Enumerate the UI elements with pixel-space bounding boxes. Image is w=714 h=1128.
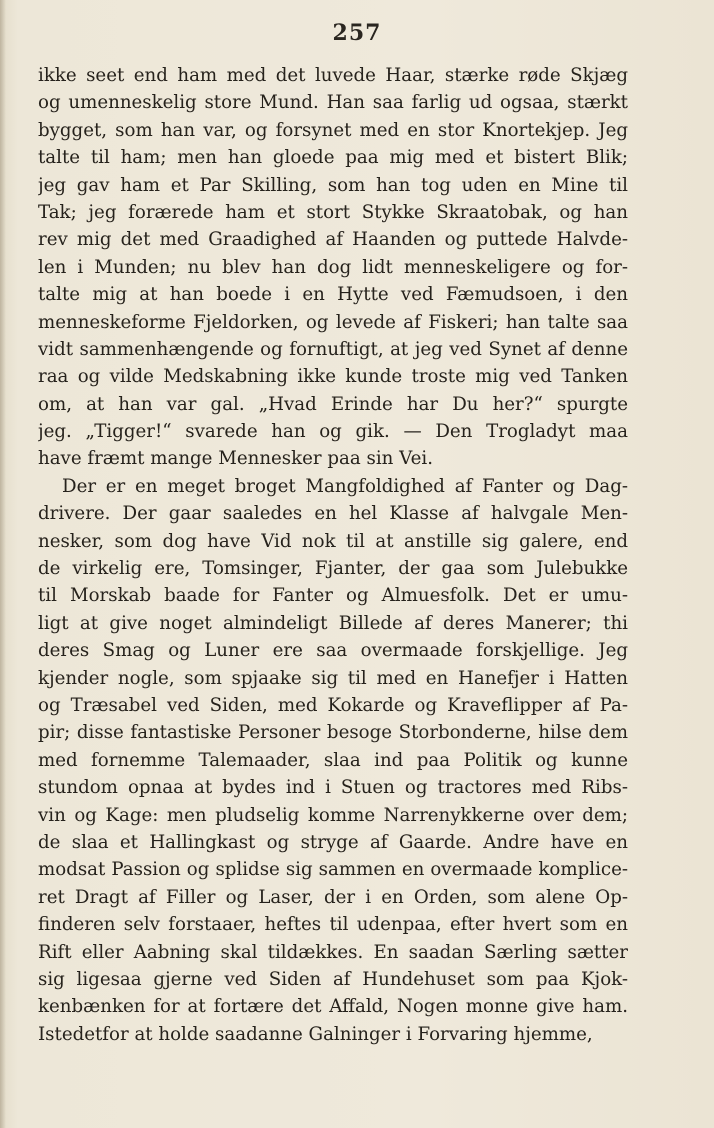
text-line: vin og Kage: men pludselig komme Narrenykkerne over dem; xyxy=(38,804,628,826)
text-line: ret Dragt af Filler og Laser, der i en Orden, som alene Op- xyxy=(38,886,628,908)
page-number: 257 xyxy=(332,20,382,46)
text-line: talte mig at han boede i en Hytte ved Fæmudsoen, i den xyxy=(38,284,628,306)
text-line: ikke seet end ham med det luvede Haar, stærke røde Skjæg xyxy=(38,65,628,86)
text-line: rev mig det med Graadighed af Haanden og puttede Halvde- xyxy=(38,229,628,251)
text-line: ligt at give noget almindeligt Billede af deres Manerer; thi xyxy=(38,612,628,634)
text-line: deres Smag og Luner ere saa overmaade forskjellige. Jeg xyxy=(38,640,628,662)
text-line: finderen selv forstaaer, heftes til udenpaa, efter hvert som en xyxy=(38,914,628,936)
text-line: drivere. Der gaar saaledes en hel Klasse af halvgale Men- xyxy=(38,503,628,525)
text-line: talte til ham; men han gloede paa mig med et bistert Blik; xyxy=(38,147,628,169)
text-line: om, at han var gal. „Hvad Erinde har Du her?“ spurgte xyxy=(38,393,628,415)
text-line: bygget, som han var, og forsynet med en stor Knortekjep. Jeg xyxy=(38,119,628,141)
text-line: med fornemme Talemaader, slaa ind paa Politik og kunne xyxy=(38,749,628,771)
text-line: have fræmt mange Mennesker paa sin Vei. xyxy=(38,448,433,470)
text-line: Istedetfor at holde saadanne Galninger i Forvaring hjemme, xyxy=(38,1023,593,1045)
text-line: nesker, som dog have Vid nok til at anstille sig galere, end xyxy=(38,530,628,552)
text-line: kenbænken for at fortære det Affald, Nogen monne give ham. xyxy=(38,996,628,1018)
text-line: og umenneskelig store Mund. Han saa farlig ud ogsaa, stærkt xyxy=(38,92,628,114)
text-line: vidt sammenhængende og fornuftigt, at jeg ved Synet af denne xyxy=(38,338,628,360)
text-line: pir; disse fantastiske Personer besoge Storbonderne, hilse dem xyxy=(38,722,628,744)
text-line: Rift eller Aabning skal tildækkes. En saadan Særling sætter xyxy=(38,941,628,963)
text-line: og Træsabel ved Siden, med Kokarde og Kraveflipper af Pa- xyxy=(38,694,628,716)
text-line: modsat Passion og splidse sig sammen en overmaade komplice- xyxy=(38,859,628,881)
text-line: menneskeforme Fjeldorken, og levede af Fiskeri; han talte saa xyxy=(38,311,628,333)
text-line: Der er en meget broget Mangfoldighed af Fanter og Dag- xyxy=(62,475,628,497)
spine-shadow xyxy=(0,0,6,1128)
text-line: jeg gav ham et Par Skilling, som han tog uden en Mine til xyxy=(38,174,628,196)
text-line: Tak; jeg forærede ham et stort Stykke Skraatobak, og han xyxy=(38,201,628,223)
text-line: kjender nogle, som spjaake sig til med en Hanefjer i Hatten xyxy=(38,667,628,689)
text-line: de virkelig ere, Tomsinger, Fjanter, der gaa som Julebukke xyxy=(38,558,628,580)
text-line: sig ligesaa gjerne ved Siden af Hundehuset som paa Kjok- xyxy=(38,968,628,990)
text-line: len i Munden; nu blev han dog lidt menneskeligere og for- xyxy=(38,256,628,278)
body-text xyxy=(38,62,628,1048)
text-line: stundom opnaa at bydes ind i Stuen og tractores med Ribs- xyxy=(38,777,628,799)
text-line: de slaa et Hallingkast og stryge af Gaarde. Andre have en xyxy=(38,831,628,853)
text-line: til Morskab baade for Fanter og Almuesfolk. Det er umu- xyxy=(38,585,628,607)
text-line: jeg. „Tigger!“ svarede han og gik. — Den Trogladyt maa xyxy=(38,421,628,443)
text-line: raa og vilde Medskabning ikke kunde troste mig ved Tanken xyxy=(38,366,628,388)
